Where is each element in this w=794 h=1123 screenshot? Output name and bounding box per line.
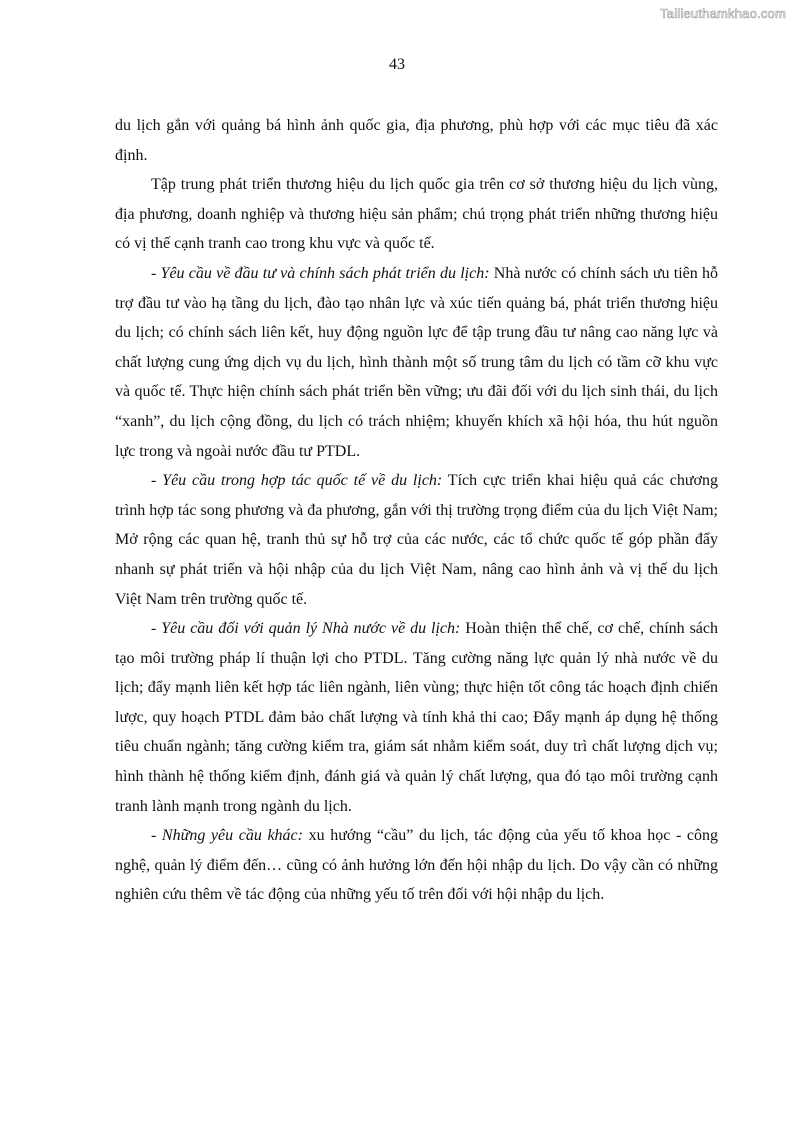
paragraph-international-cooperation (115, 466, 718, 614)
paragraph-text: Nhà nước có chính sách ưu tiên hỗ trợ đầu tư vào hạ tầng du lịch, đào tạo nhân lực và xúc tiến quảng bá, phát triển thương hiệu du lịch; có chính sách liên kết, huy động nguồn lực để tập trung đầu tư nâng cao năng lực và chất lượng cung ứng dịch vụ du lịch, hình thành một số trung tâm du lịch có tầm cỡ khu vực và quốc tế. Thực hiện chính sách phát triển bền vững; ưu đãi đối với du lịch sinh thái, du lịch “xanh”, du lịch cộng đồng, du lịch có trách nhiệm; khuyến khích xã hội hóa, thu hút nguồn lực trong và ngoài nước đầu tư PTDL. (115, 264, 719, 460)
paragraph-other-requirements (115, 821, 718, 910)
paragraph-lead-heading: - Những yêu cầu khác: (151, 827, 303, 845)
paragraph-text: Tập trung phát triển thương hiệu du lịch quốc gia trên cơ sở thương hiệu du lịch vùng, địa phương, doanh nghiệp và thương hiệu sản phẩm; chú trọng phát triển những thương hiệu có vị thế cạnh tranh cao trong khu vực và quốc tế. (115, 176, 718, 253)
paragraph-brand-development (115, 170, 718, 259)
paragraph-lead-heading: - Yêu cầu về đầu tư và chính sách phát triển du lịch: (151, 264, 490, 282)
page-number: 43 (389, 56, 405, 73)
paragraph-state-management (115, 614, 718, 821)
paragraph-text: Tích cực triển khai hiệu quả các chương trình hợp tác song phương và đa phương, gắn với thị trường trọng điểm của du lịch Việt Nam; Mở rộng các quan hệ, tranh thủ sự hỗ trợ của các nước, các tổ chức quốc tế góp phần đẩy nhanh sự phát triển và hội nhập của du lịch Việt Nam, nâng cao hình ảnh và vị thế du lịch Việt Nam trên trường quốc tế. (115, 472, 718, 608)
paragraph-text: du lịch gắn với quảng bá hình ảnh quốc gia, địa phương, phù hợp với các mục tiêu đã xác định. (115, 117, 718, 164)
watermark-text: Tailieuthamkhao.com (660, 6, 786, 21)
paragraph-lead-heading: - Yêu cầu trong hợp tác quốc tế về du lịch: (151, 472, 443, 490)
paragraph-text: xu hướng “cầu” du lịch, tác động của yếu tố khoa học - công nghệ, quản lý điểm đến… cũng có ảnh hưởng lớn đến hội nhập du lịch. Do vậy cần có những nghiên cứu thêm về tác động của những yếu tố trên đối với hội nhập du lịch. (115, 827, 719, 904)
paragraph-continuation (115, 111, 718, 170)
paragraph-investment-policy (115, 259, 718, 466)
paragraph-lead-heading: - Yêu cầu đối với quản lý Nhà nước về du lịch: (151, 620, 461, 638)
paragraph-text: Hoàn thiện thể chế, cơ chế, chính sách tạo môi trường pháp lí thuận lợi cho PTDL. Tăng cường năng lực quản lý nhà nước về du lịch; đẩy mạnh liên kết hợp tác liên ngành, liên vùng; thực hiện tốt công tác hoạch định chiến lược, quy hoạch PTDL đảm bảo chất lượng và tính khả thi cao; Đẩy mạnh áp dụng hệ thống tiêu chuẩn ngành; tăng cường kiểm tra, giám sát nhằm kiểm soát, duy trì chất lượng dịch vụ; hình thành hệ thống kiểm định, đánh giá và quản lý chất lượng, qua đó tạo môi trường cạnh tranh lành mạnh trong ngành du lịch. (115, 620, 719, 815)
document-body (115, 111, 718, 910)
